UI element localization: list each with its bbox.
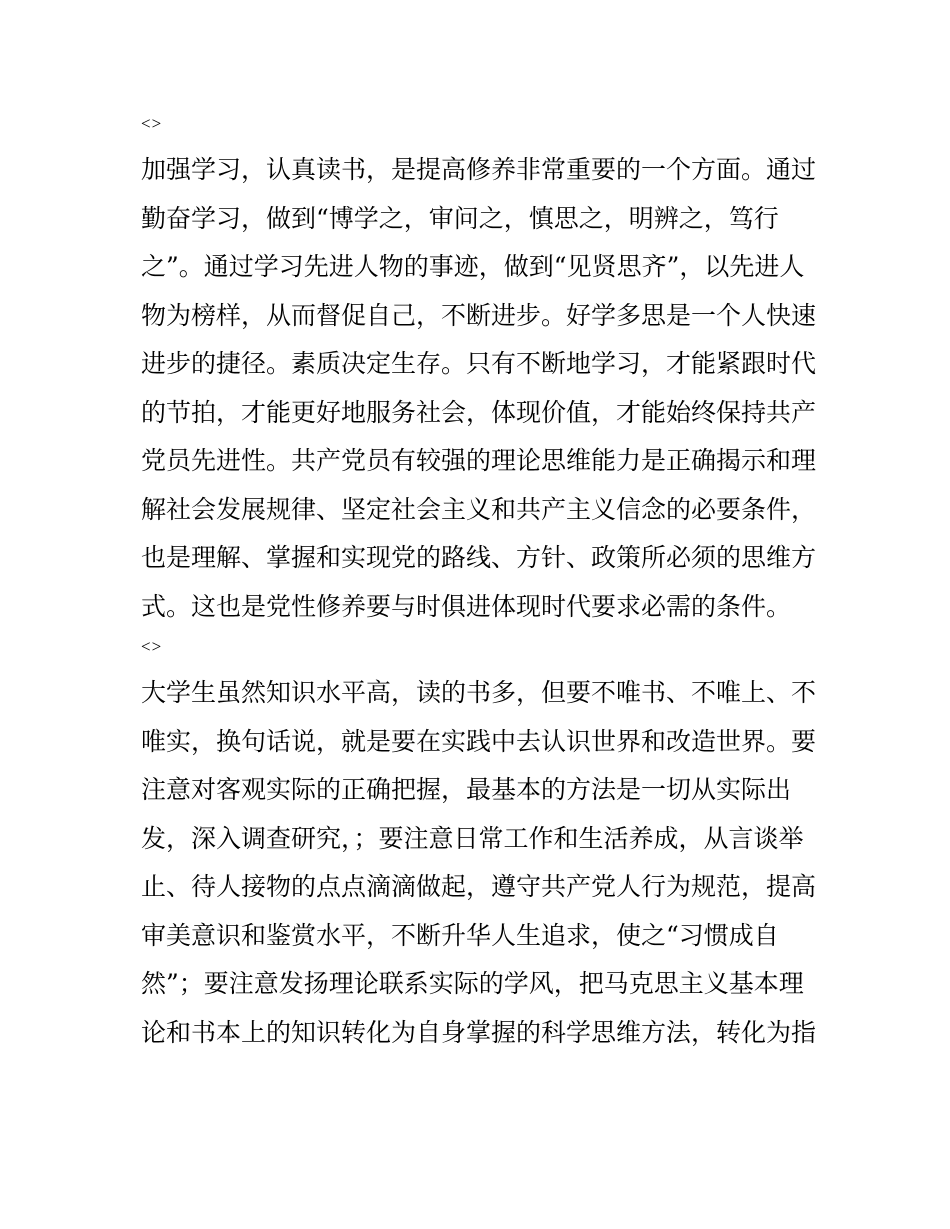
text-line: 唯实，换句话说，就是要在实践中去认识世界和改造世界。要 [141,726,817,756]
document-body [141,112,821,1057]
text-line: 发，深入调查研究，；要注意日常工作和生活养成，从言谈举 [141,823,804,853]
text-line: 大学生虽然知识水平高，读的书多，但要不唯书、不唯上、不 [141,678,817,707]
text-line: 注意对客观实际的正确把握，最基本的方法是一切从实际出 [141,775,792,804]
text-line: 党员先进性。共产党员有较强的理论思维能力是正确揭示和理 [141,446,817,475]
text-line: 式。这也是党性修养要与时俱进体现时代要求必需的条件。 [141,591,792,621]
paragraph [141,146,821,631]
section-marker: <> [141,114,163,133]
text-line: 止、待人接物的点点滴滴做起，遵守共产党人行为规范，提高 [141,872,817,901]
text-line: 然”；要注意发扬理论联系实际的学风，把马克思主义基本理 [141,969,804,998]
section-marker: <> [141,637,163,656]
text-line: 进步的捷径。素质决定生存。只有不断地学习，才能紧跟时代 [141,349,817,378]
text-line: 论和书本上的知识转化为自身掌握的科学思维方法，转化为指 [141,1017,817,1047]
text-line: 勤奋学习，做到“博学之，审问之，慎思之，明辨之，笃行 [141,203,779,233]
text-line: 加强学习，认真读书，是提高修养非常重要的一个方面。通过 [141,155,817,184]
text-line: 之”。通过学习先进人物的事迹，做到“见贤思齐”，以先进人 [141,252,805,281]
paragraph [141,669,821,1057]
text-line: 也是理解、掌握和实现党的路线、方针、政策所必须的思维方 [141,543,817,572]
text-line: 解社会发展规律、坚定社会主义和共产主义信念的必要条件， [141,494,817,524]
text-line: 物为榜样，从而督促自己，不断进步。好学多思是一个人快速 [141,300,817,330]
text-line: 的节拍，才能更好地服务社会，体现价值，才能始终保持共产 [141,397,817,427]
text-line: 审美意识和鉴赏水平，不断升华人生追求，使之“习惯成自 [141,920,779,950]
